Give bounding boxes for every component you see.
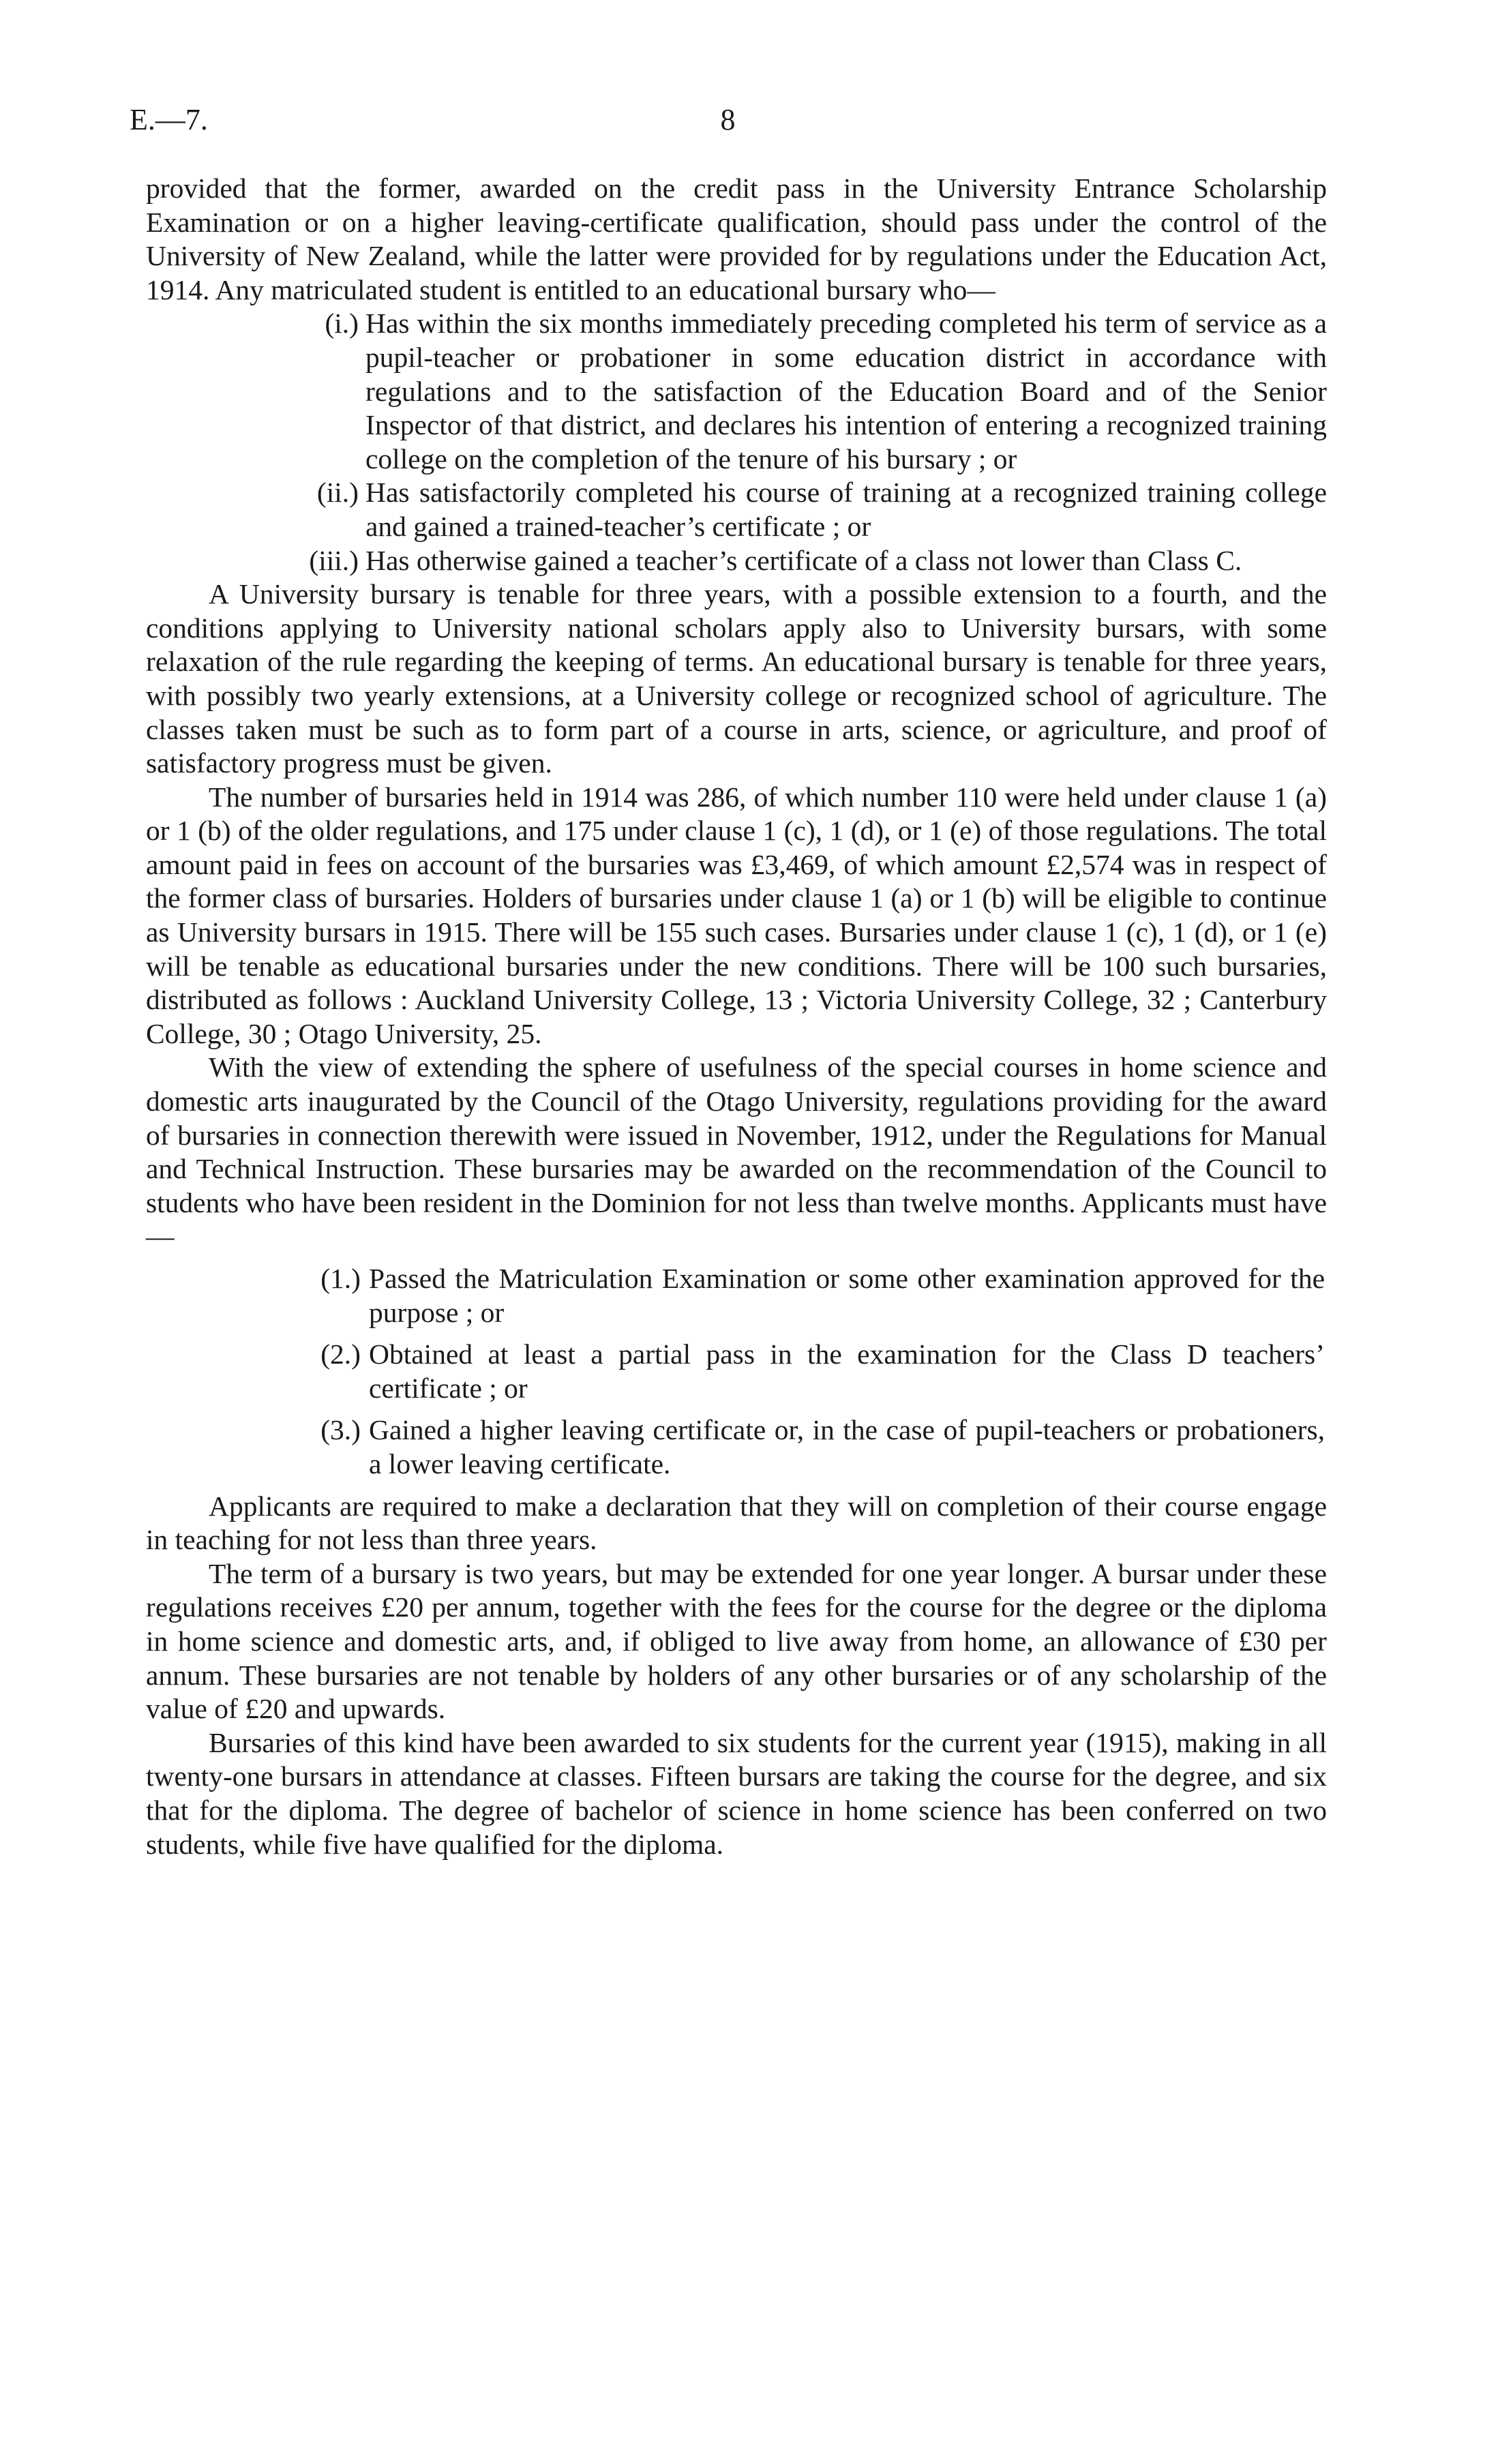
list-item-text: Gained a higher leaving certificate or, in the case of pupil-teachers or probationers, a lower leaving certificate. (369, 1414, 1325, 1479)
list-item-number: (1.) (320, 1263, 361, 1294)
paragraph-1: provided that the former, awarded on the credit pass in the University Entrance Scholarship Examination or on a higher leaving-certificate qualification, should pass under the control of the University of New Zealand, while the latter were provided for by regulations under the Education Act, 1914. Any matriculated student is entitled to an educational bursary who— (146, 172, 1327, 305)
applicant-requirements-list (146, 1262, 1327, 1482)
list-item (146, 1413, 1327, 1481)
list-item (146, 544, 1327, 578)
list-item-number: (ii.) (316, 477, 359, 509)
paragraph-3: The number of bursaries held in 1914 was 286, of which number 110 were held under clause 1 (a) or 1 (b) of the older regulations, and 175 under clause 1 (c), 1 (d), or 1 (e) of those regulations. The total amount paid in fees on account of the bursaries was £3,469, of which amount £2,574 was in respect of the former class of bursaries. Holders of bursaries under clause 1 (a) or 1 (b) will be eligible to continue as University bursars in 1915. There will be 155 such cases. Bursaries under clause 1 (c), 1 (d), or 1 (e) will be tenable as educational bursaries under the new conditions. There will be 100 such bursaries, distributed as follows : Auckland University College, 13 ; Victoria University College, 32 ; Canterbury College, 30 ; Otago University, 25. (146, 781, 1327, 1049)
paragraph-7: Bursaries of this kind have been awarded to six students for the current year (1915), making in all twenty-one bursars in attendance at classes. Fifteen bursars are taking the course for the degree, and six that for the diploma. The degree of bachelor of science in home science has been conferred on two students, while five have qualified for the diploma. (146, 1726, 1327, 1860)
list-item-text: Has within the six months immediately preceding completed his term of service as a pupil-teacher or probationer in some education district in accordance with regulations and to the satisfaction of the Education Board and of the Senior Inspector of that district, and declares his intention of entering a recognized training college on the completion of the tenure of his bursary ; or (365, 307, 1327, 475)
list-item (146, 1262, 1327, 1329)
list-item-text: Has satisfactorily completed his course of training at a recognized training college and gained a trained-teacher’s certificate ; or (365, 477, 1327, 542)
paragraph-5: Applicants are required to make a declaration that they will on completion of their course engage in teaching for not less than three years. (146, 1490, 1327, 1556)
paragraph-6: The term of a bursary is two years, but may be extended for one year longer. A bursar under these regulations receives £20 per annum, together with the fees for the course for the degree or the diploma in home science and domestic arts, and, if obliged to live away from home, an allowance of £30 per annum. These bursaries are not tenable by holders of any other bursaries or of any scholarship of the value of £20 and upwards. (146, 1557, 1327, 1725)
list-item (146, 1338, 1327, 1405)
list-item-number: (2.) (320, 1338, 361, 1370)
eligibility-list (146, 307, 1327, 577)
page-header (130, 102, 1326, 143)
list-item-text: Obtained at least a partial pass in the examination for the Class D teachers’ certificate ; or (369, 1338, 1325, 1404)
paragraph-4: With the view of extending the sphere of usefulness of the special courses in home science and domestic arts inaugurated by the Council of the Otago University, regulations providing for the award of bursaries in connection therewith were issued in November, 1912, under the Regulations for Manual and Technical Instruction. These bursaries may be awarded on the recommendation of the Council to students who have been resident in the Dominion for not less than twelve months. Applicants must have— (146, 1051, 1327, 1252)
list-item-number: (3.) (320, 1414, 361, 1446)
list-item-number: (iii.) (309, 544, 359, 576)
list-item-number: (i.) (325, 307, 359, 340)
paragraph-2: A University bursary is tenable for three years, with a possible extension to a fourth, and the conditions applying to University national scholars apply also to University bursars, with some relaxation of the rule regarding the keeping of terms. An educational bursary is tenable for three years, with possibly two yearly extensions, at a University college or recognized school of agriculture. The classes taken must be such as to form part of a course in arts, science, or agriculture, and proof of satisfactory progress must be given. (146, 578, 1327, 779)
list-item (146, 307, 1327, 476)
document-reference: E.—7. (130, 103, 208, 136)
list-item-text: Has otherwise gained a teacher’s certificate of a class not lower than Class C. (365, 544, 1242, 576)
page-number: 8 (720, 103, 736, 136)
list-item-text: Passed the Matriculation Examination or some other examination approved for the purpose ; or (369, 1263, 1325, 1328)
document-body (146, 172, 1327, 1861)
list-item (146, 476, 1327, 543)
